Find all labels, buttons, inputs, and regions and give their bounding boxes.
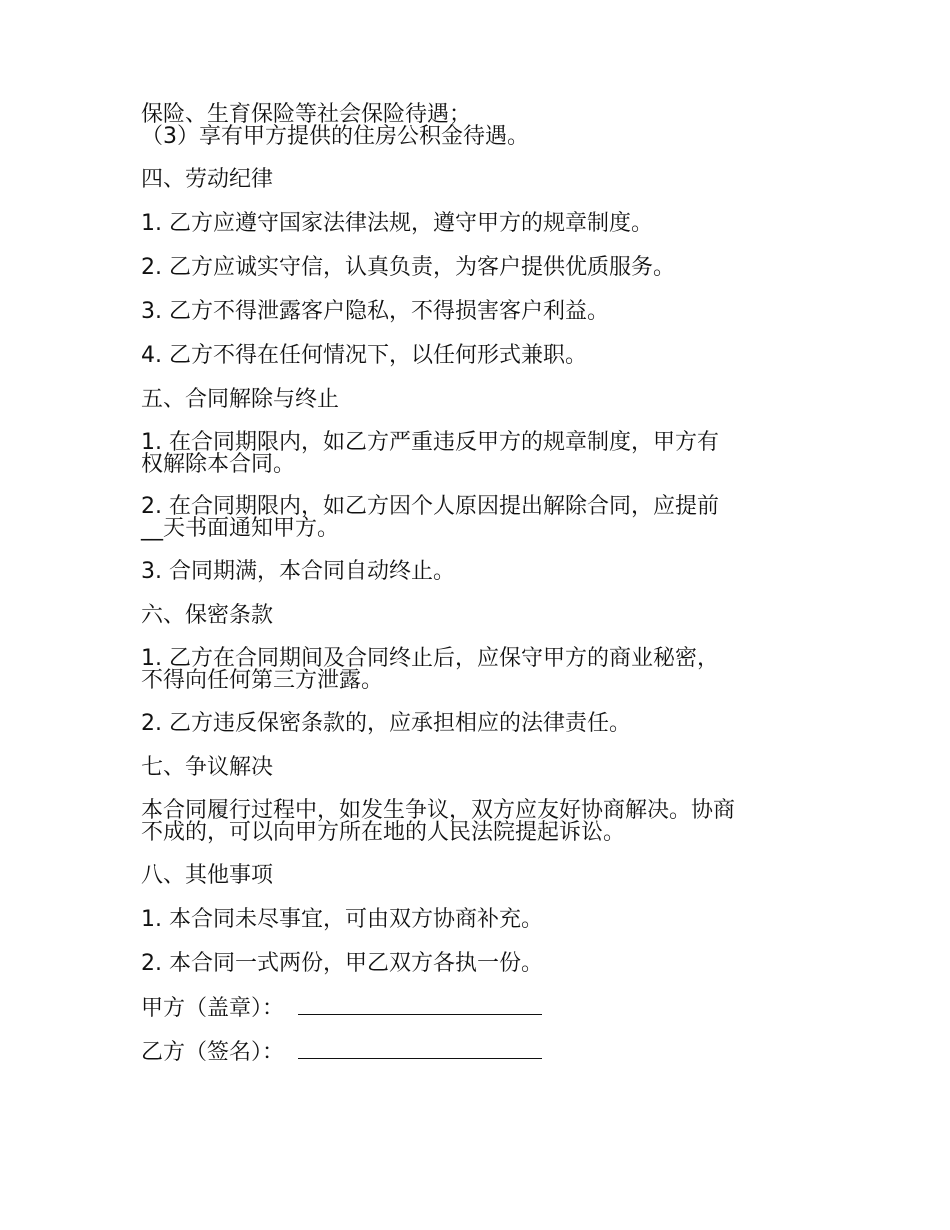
section-heading-labor-discipline: 四、劳动纪律	[141, 167, 274, 192]
list-item-line: 1. 在合同期限内，如乙方严重违反甲方的规章制度，甲方有	[141, 430, 719, 455]
party-b-signature-row	[141, 1040, 821, 1064]
list-item-line: 不得向任何第三方泄露。	[141, 668, 384, 693]
party-b-label: 乙方（签名）：	[141, 1040, 285, 1065]
list-item: 2. 乙方违反保密条款的，应承担相应的法律责任。	[141, 711, 631, 736]
party-a-signature-line	[298, 996, 542, 1015]
list-item: 3. 乙方不得泄露客户隐私，不得损害客户利益。	[141, 299, 609, 324]
section-heading-other: 八、其他事项	[141, 863, 274, 888]
list-item: 3. 合同期满，本合同自动终止。	[141, 559, 455, 584]
list-item: 1. 乙方应遵守国家法律法规，遵守甲方的规章制度。	[141, 211, 653, 236]
dispute-paragraph	[141, 800, 821, 844]
list-item-line: 2. 在合同期限内，如乙方因个人原因提出解除合同，应提前	[141, 494, 719, 519]
list-item-line: 权解除本合同。	[141, 452, 296, 477]
section-heading-termination: 五、合同解除与终止	[141, 387, 340, 412]
paragraph-line: 不成的，可以向甲方所在地的人民法院提起诉讼。	[141, 820, 626, 845]
section-heading-dispute: 七、争议解决	[141, 755, 274, 780]
contract-body	[141, 104, 821, 1064]
list-item: 2. 本合同一式两份，甲乙双方各执一份。	[141, 951, 543, 976]
benefits-line: 保险、生育保险等社会保险待遇；	[141, 102, 472, 127]
list-item	[141, 648, 821, 692]
list-item: 4. 乙方不得在任何情况下，以任何形式兼职。	[141, 343, 587, 368]
list-item	[141, 432, 821, 476]
party-a-label: 甲方（盖章）：	[141, 996, 285, 1021]
party-b-signature-line	[298, 1040, 542, 1059]
list-item	[141, 496, 821, 540]
paragraph-line: 本合同履行过程中，如发生争议，双方应友好协商解决。协商	[141, 798, 736, 823]
insurance-benefits-paragraph	[141, 104, 821, 148]
housing-fund-line: （3）享有甲方提供的住房公积金待遇。	[141, 124, 529, 149]
section-heading-confidentiality: 六、保密条款	[141, 603, 274, 628]
list-item: 1. 本合同未尽事宜，可由双方协商补充。	[141, 907, 543, 932]
list-item: 2. 乙方应诚实守信，认真负责，为客户提供优质服务。	[141, 255, 675, 280]
list-item-line: __天书面通知甲方。	[141, 516, 340, 541]
party-a-signature-row	[141, 996, 821, 1020]
list-item-line: 1. 乙方在合同期间及合同终止后，应保守甲方的商业秘密，	[141, 646, 719, 671]
